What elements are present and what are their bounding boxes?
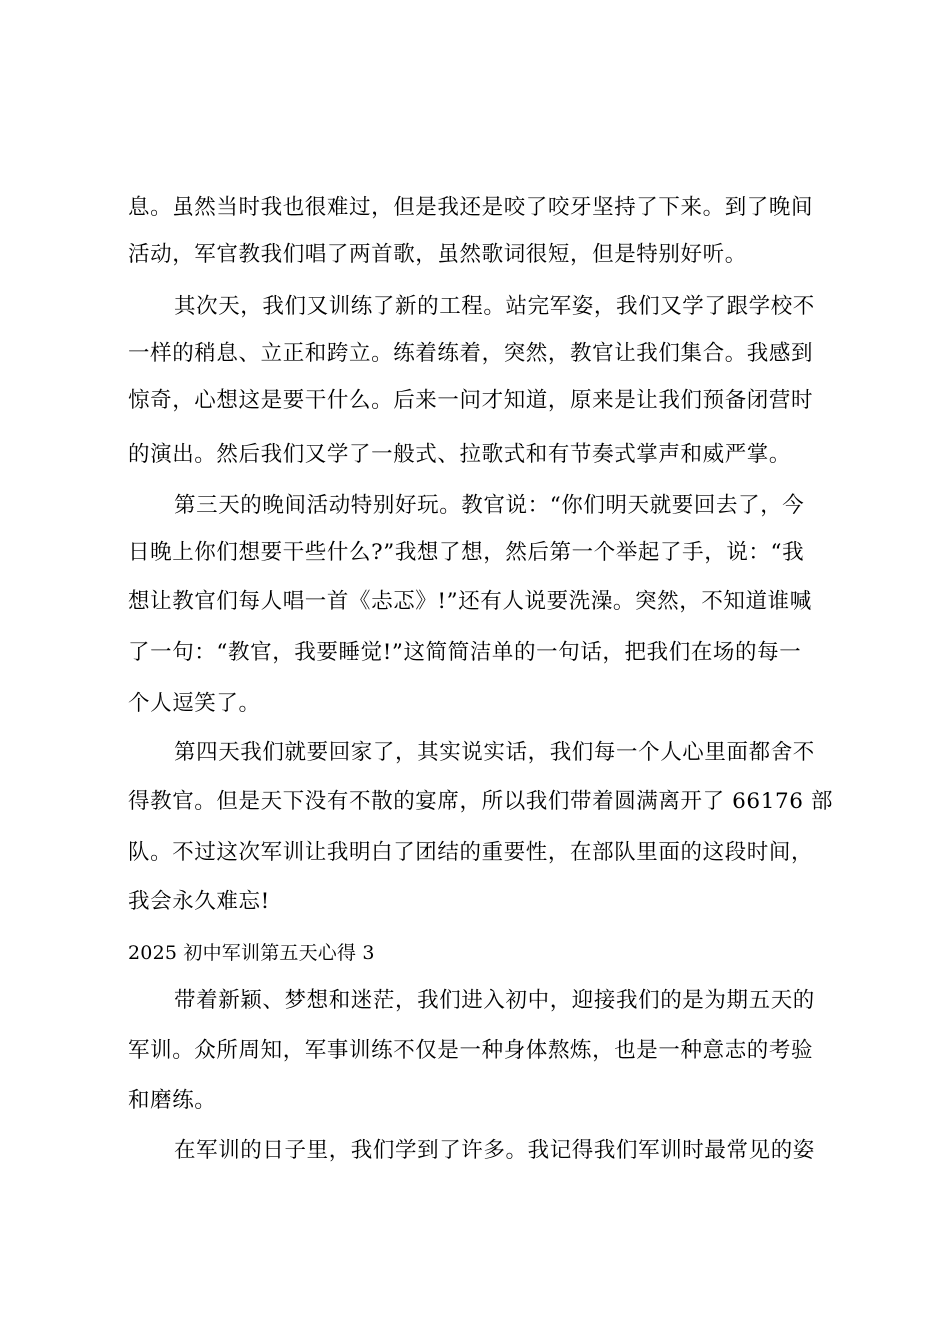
- paragraph-line: 活动，军官教我们唱了两首歌，虽然歌词很短，但是特别好听。: [128, 242, 747, 267]
- paragraph-line: 在军训的日子里，我们学到了许多。我记得我们军训时最常见的姿: [174, 1138, 815, 1163]
- paragraph-line: 的演出。然后我们又学了一般式、拉歌式和有节奏式掌声和威严掌。: [128, 442, 792, 467]
- paragraph-line: 一样的稍息、立正和跨立。练着练着，突然，教官让我们集合。我感到: [128, 341, 814, 366]
- section-heading: 2025 初中军训第五天心得 3: [128, 942, 375, 964]
- paragraph-line: 带着新颖、梦想和迷茫，我们进入初中，迎接我们的是为期五天的: [174, 988, 815, 1013]
- paragraph-line: 其次天，我们又训练了新的工程。站完军姿，我们又学了跟学校不: [174, 294, 815, 319]
- paragraph-line: 第四天我们就要回家了，其实说实话，我们每一个人心里面都舍不: [174, 740, 815, 765]
- paragraph-line: 惊奇，心想这是要干什么。后来一问才知道，原来是让我们预备闭营时: [128, 388, 814, 413]
- paragraph-line: 想让教官们每人唱一首《忐忑》!”还有人说要洗澡。突然，不知道谁喊: [128, 589, 812, 614]
- paragraph-line: 队。不过这次军训让我明白了团结的重要性，在部队里面的这段时间，: [128, 840, 814, 865]
- paragraph-line: 得教官。但是天下没有不散的宴席，所以我们带着圆满离开了 66176 部: [128, 789, 834, 814]
- paragraph-line: 第三天的晚间活动特别好玩。教官说：“你们明天就要回去了，今: [174, 493, 805, 518]
- paragraph-line: 和磨练。: [128, 1088, 217, 1113]
- paragraph-line: 军训。众所周知，军事训练不仅是一种身体熬炼，也是一种意志的考验: [128, 1038, 814, 1063]
- paragraph-line: 个人逗笑了。: [128, 691, 261, 716]
- paragraph-line: 了一句：“教官，我要睡觉!”这简简洁单的一句话，把我们在场的每一: [128, 640, 802, 665]
- paragraph-line: 日晚上你们想要干些什么?”我想了想，然后第一个举起了手，说：“我: [128, 540, 805, 565]
- paragraph-line: 息。虽然当时我也很难过，但是我还是咬了咬牙坚持了下来。到了晚间: [128, 195, 814, 220]
- paragraph-line: 我会永久难忘!: [128, 889, 270, 914]
